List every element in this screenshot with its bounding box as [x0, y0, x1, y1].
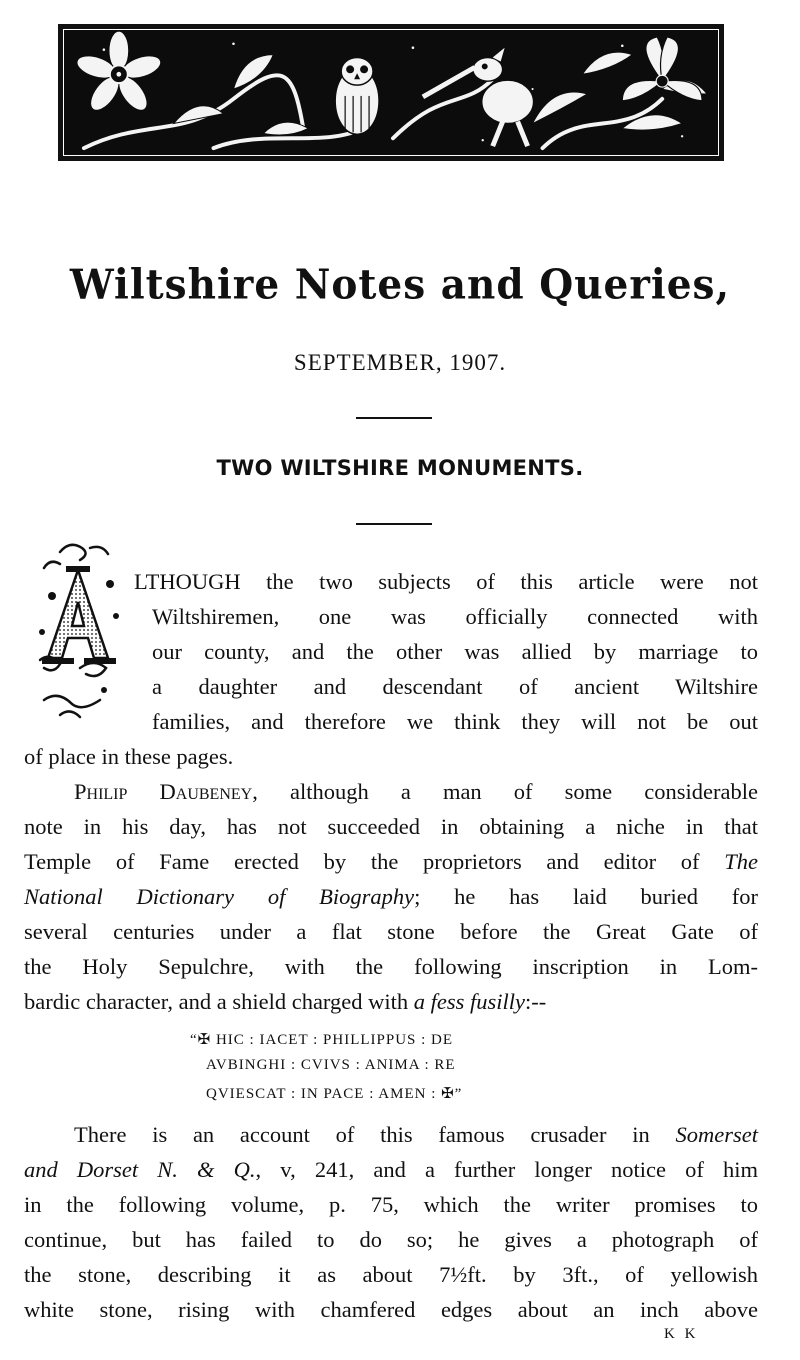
text-line: Philip Daubeney, although a man of some considerable: [74, 779, 758, 804]
text-line-content: Wiltshiremen, one was officially connected with: [152, 604, 758, 629]
ornamental-banner: [58, 24, 724, 161]
text-line-content: families, and therefore we think they will not be out: [152, 709, 758, 734]
text-line: [152, 606, 758, 629]
divider-rule: [356, 417, 432, 419]
article-title: TWO WILTSHIRE MONUMENTS.: [216, 456, 584, 480]
text-line: National Dictionary of Biography; he has laid buried for: [24, 884, 758, 909]
divider-rule: [356, 523, 432, 525]
text-line: white stone, rising with chamfered edges about an inch above: [24, 1297, 758, 1322]
text-line: the Holy Sepulchre, with the following inscription in Lom-: [24, 954, 758, 979]
text-line: of place in these pages.: [24, 744, 234, 769]
ornamental-drop-cap: [30, 540, 126, 726]
text-line: [152, 641, 758, 664]
inscription-line: “✠ HIC : IACET : PHILLIPPUS : DE: [190, 1032, 454, 1048]
inscription-line: AVBINGHI : CVIVS : ANIMA : RE: [206, 1057, 456, 1073]
floral-grotesque-ornament: [64, 30, 718, 155]
journal-title: Wiltshire Notes and Queries,: [69, 260, 731, 310]
signature-mark: K K: [664, 1326, 699, 1342]
text-line: [152, 676, 758, 699]
text-line: the stone, describing it as about 7½ft. by 3ft., of yellowish: [24, 1262, 758, 1287]
issue-date: SEPTEMBER, 1907.: [293, 350, 507, 375]
text-line: in the following volume, p. 75, which the writer promises to: [24, 1192, 758, 1217]
text-line: several centuries under a flat stone before the Great Gate of: [24, 919, 758, 944]
text-line: and Dorset N. & Q., v, 241, and a further longer notice of him: [24, 1157, 758, 1182]
text-line: Temple of Fame erected by the proprietors and editor of The: [24, 849, 758, 874]
text-line: [134, 571, 758, 594]
text-line-content: a daughter and descendant of ancient Wiltshire: [152, 674, 758, 699]
text-line-content: our county, and the other was allied by marriage to: [152, 639, 758, 664]
text-line: bardic character, and a shield charged with a fess fusilly:--: [24, 989, 547, 1014]
text-line: continue, but has failed to do so; he gives a photograph of: [24, 1227, 758, 1252]
text-line-content: LTHOUGH the two subjects of this article were not: [134, 569, 758, 594]
inscription-line: QVIESCAT : IN PACE : AMEN : ✠”: [206, 1086, 463, 1102]
text-line: [152, 711, 758, 734]
text-line: There is an account of this famous crusader in Somerset: [74, 1122, 758, 1147]
text-line: note in his day, has not succeeded in obtaining a niche in that: [24, 814, 758, 839]
